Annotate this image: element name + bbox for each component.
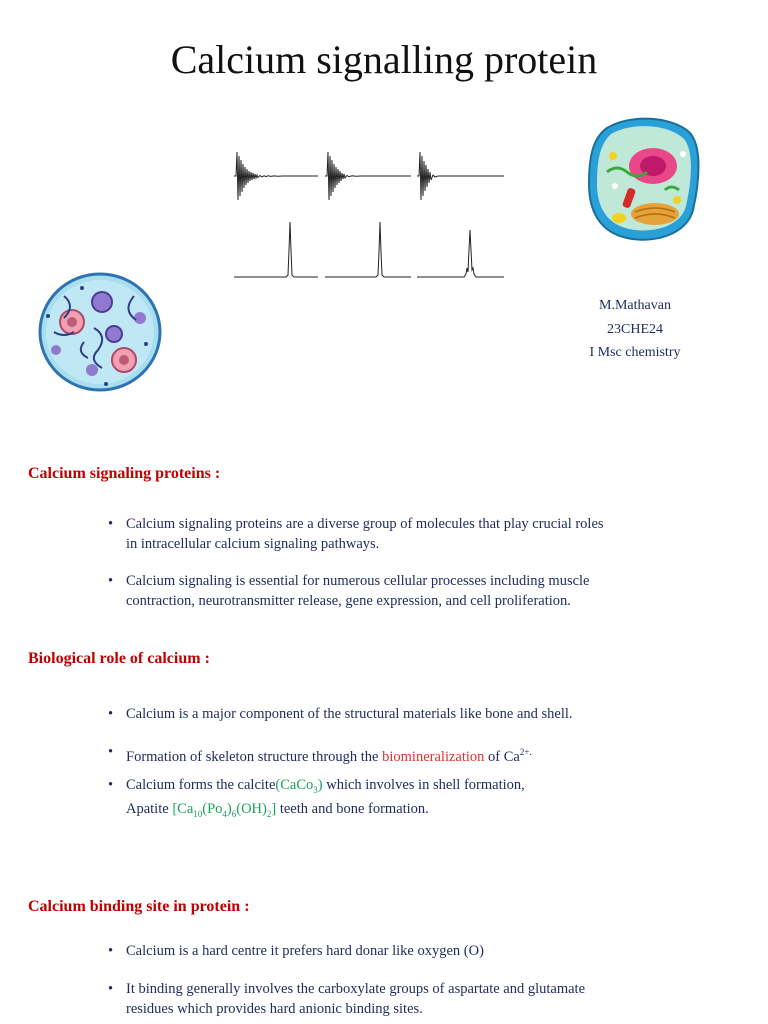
list-item: • Formation of skeleton structure through the biomineralization of $Ca^{2+.}$	[108, 744, 532, 765]
plant-cell-icon	[585, 114, 703, 246]
section-heading-signaling-proteins: Calcium signaling proteins :	[28, 465, 221, 482]
animal-cell-icon	[34, 266, 170, 400]
section-heading-biological-role: Biological role of calcium :	[28, 650, 210, 667]
list-item: • It binding generally involves the carboxylate groups of aspartate and glutamate residues which provides hard anionic binding sites.	[108, 981, 586, 1017]
list-item: • Calcium forms the calcite(CaCo$_3$) which involves in shell formation, Apatite $[Ca_{10}(Po_4)_6(OH)_2]$ teeth and bone formation.	[108, 777, 525, 820]
biomineralization-term: biomineralization	[382, 748, 485, 765]
author-name: M.Mathavan	[599, 298, 671, 313]
author-block	[560, 294, 710, 365]
calcite-formula: (CaCo$_3$)	[275, 777, 323, 795]
author-roll: 23CHE24	[607, 321, 663, 337]
page-title: Calcium signalling protein	[170, 37, 598, 82]
list-item: • Calcium is a major component of the structural materials like bone and shell.	[108, 706, 573, 722]
list-item: • Calcium signaling is essential for numerous cellular processes including muscle contraction, neurotransmitter release, gene expression, and cell proliferation.	[108, 573, 590, 609]
list-item: • Calcium signaling proteins are a diverse group of molecules that play crucial roles in intracellular calcium signaling pathways.	[108, 516, 604, 552]
list-item: • Calcium is a hard centre it prefers hard donar like oxygen (O)	[108, 943, 484, 959]
apatite-formula: $[Ca_{10}(Po_4)_6(OH)_2]$	[172, 801, 277, 820]
section-heading-binding-site: Calcium binding site in protein :	[28, 898, 250, 915]
author-course: I Msc chemistry	[589, 345, 681, 360]
signal-waveform-icon	[228, 140, 513, 285]
